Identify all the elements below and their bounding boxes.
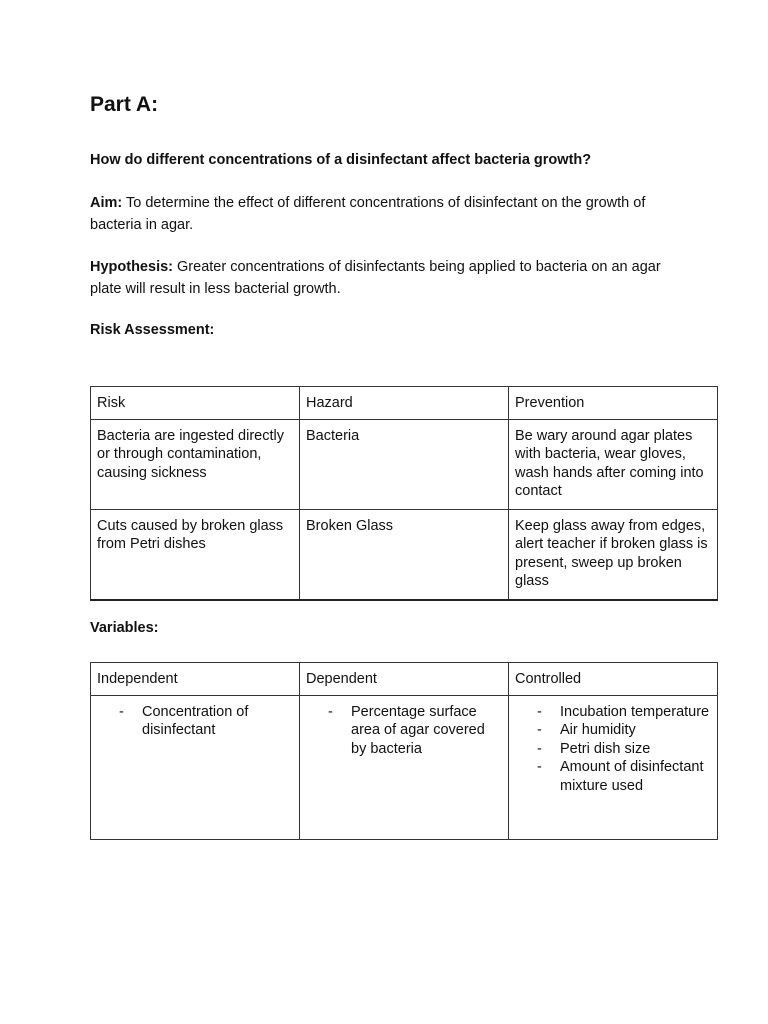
dependent-list <box>306 703 502 759</box>
header-cell-risk: Risk <box>91 387 300 420</box>
table-row <box>91 419 718 509</box>
risk-assessment-label: Risk Assessment: <box>90 322 215 338</box>
table-row <box>91 509 718 600</box>
dependent-cell <box>300 695 509 839</box>
list-item: - Concentration of disinfectant <box>113 703 293 740</box>
risk-cell: Cuts caused by broken glass from Petri dishes <box>91 509 300 600</box>
prevention-cell: Keep glass away from edges, alert teacher if broken glass is present, sweep up broken glass <box>509 509 718 600</box>
research-question: How do different concentrations of a disinfectant affect bacteria growth? <box>90 152 592 168</box>
independent-list <box>97 703 293 740</box>
variables-table <box>90 662 718 840</box>
hypothesis-text: Greater concentrations of disinfectants being applied to bacteria on an agar plate will result in less bacterial growth. <box>90 259 661 297</box>
independent-cell <box>91 695 300 839</box>
table-header-row <box>91 387 718 420</box>
page-heading: Part A: <box>90 93 159 116</box>
header-cell-controlled: Controlled <box>509 663 718 696</box>
list-item: - Percentage surface area of agar covered by bacteria <box>322 703 502 759</box>
table-header-row <box>91 663 718 696</box>
prevention-cell: Be wary around agar plates with bacteria, wear gloves, wash hands after coming into contact <box>509 419 718 509</box>
risk-cell: Bacteria are ingested directly or through contamination, causing sickness <box>91 419 300 509</box>
header-cell-dependent: Dependent <box>300 663 509 696</box>
hypothesis-paragraph <box>90 256 680 300</box>
variables-label: Variables: <box>90 620 159 636</box>
list-item: - Amount of disinfectant mixture used <box>531 758 711 795</box>
aim-label: Aim: <box>90 195 123 211</box>
aim-text: To determine the effect of different concentrations of disinfectant on the growth of bacteria in agar. <box>90 195 646 233</box>
list-item: - Petri dish size <box>531 740 711 759</box>
header-cell-hazard: Hazard <box>300 387 509 420</box>
list-item: - Air humidity <box>531 721 711 740</box>
aim-paragraph <box>90 192 680 236</box>
hazard-cell: Broken Glass <box>300 509 509 600</box>
controlled-list <box>515 703 711 796</box>
hazard-cell: Bacteria <box>300 419 509 509</box>
table-row <box>91 695 718 839</box>
controlled-cell <box>509 695 718 839</box>
header-cell-independent: Independent <box>91 663 300 696</box>
header-cell-prevention: Prevention <box>509 387 718 420</box>
list-item: - Incubation temperature <box>531 703 711 722</box>
risk-assessment-table <box>90 386 718 601</box>
hypothesis-label: Hypothesis: <box>90 259 173 275</box>
